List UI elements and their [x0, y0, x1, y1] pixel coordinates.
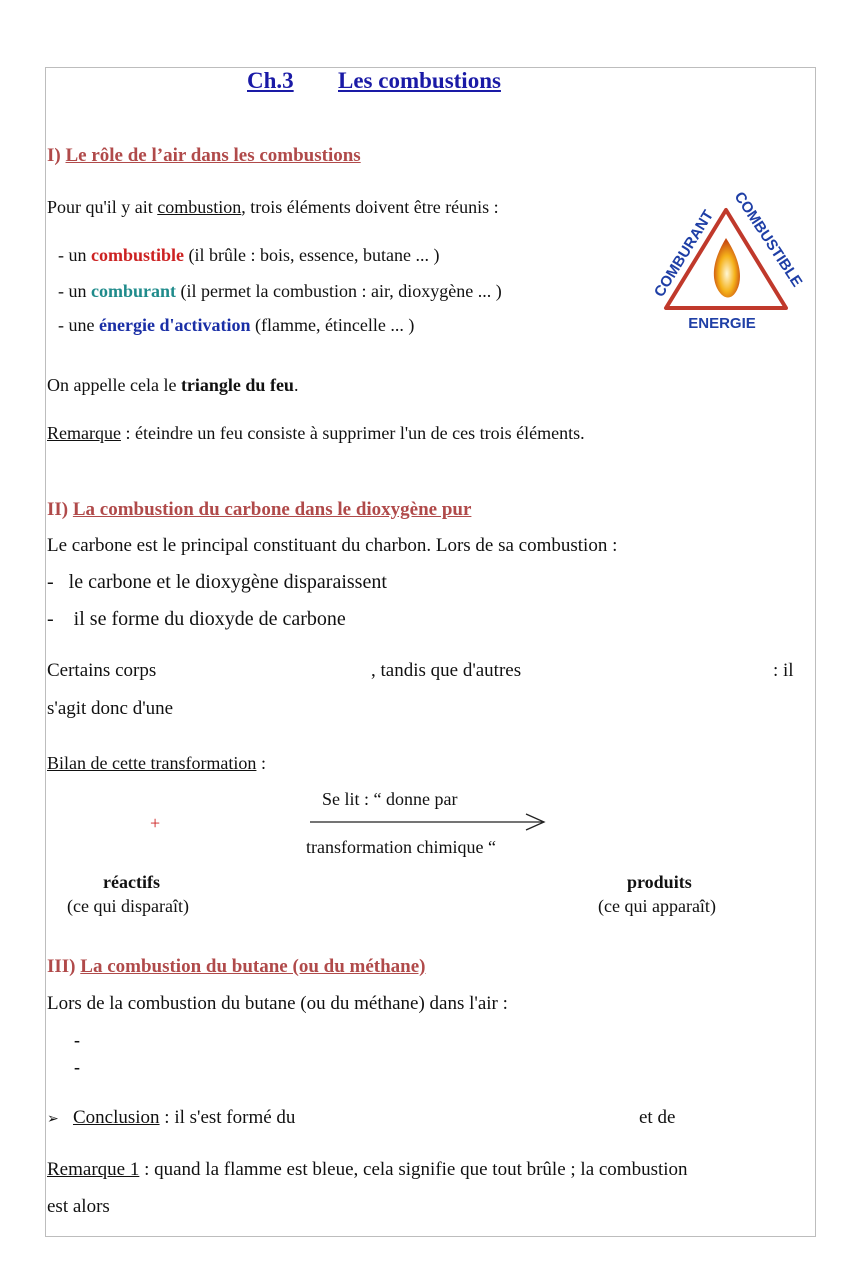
section-1-heading: I) Le rôle de l’air dans les combustions	[47, 145, 361, 166]
triangle-label-comburant: COMBURANT	[650, 207, 718, 301]
plus-sign: +	[150, 813, 161, 833]
section-3-intro: Lors de la combustion du butane (ou du méthane) dans l'air :	[47, 993, 508, 1014]
remark-1-line: Remarque : éteindre un feu consiste à supprimer l'un de ces trois éléments.	[47, 423, 585, 443]
flame-icon	[714, 238, 740, 298]
remark-1-section3: Remarque 1 : quand la flamme est bleue, cela signifie que tout brûle ; la combustion	[47, 1159, 688, 1180]
list-item-comburant: - un comburant (il permet la combustion : air, dioxygène ... )	[58, 281, 502, 301]
bullet-2: - il se forme du dioxyde de carbone	[47, 608, 346, 630]
section-2-heading: II) La combustion du carbone dans le dioxygène pur	[47, 499, 472, 520]
triangle-label-combustible: COMBUSTIBLE	[730, 190, 806, 291]
conclusion-end: et de	[639, 1107, 676, 1128]
list-item-energie: - une énergie d'activation (flamme, étincelle ... )	[58, 315, 415, 335]
produits-label: produits	[627, 872, 692, 892]
section-3-heading: III) La combustion du butane (ou du méthane)	[47, 956, 426, 977]
list-item-combustible: - un combustible (il brûle : bois, essence, butane ... )	[58, 245, 440, 265]
remark-1-line2: est alors	[47, 1196, 110, 1217]
fill-blank-line1-c: : il	[773, 660, 794, 681]
bilan-label: Bilan de cette transformation :	[47, 753, 266, 773]
fire-triangle-diagram	[640, 190, 810, 340]
triangle-sentence: On appelle cela le triangle du feu.	[47, 375, 299, 395]
produits-note: (ce qui apparaît)	[598, 896, 716, 916]
dash-1: -	[74, 1030, 80, 1050]
dash-2: -	[74, 1057, 80, 1077]
bullet-1: - le carbone et le dioxygène disparaissent	[47, 571, 387, 593]
section-1-intro: Pour qu'il y ait combustion, trois éléments doivent être réunis :	[47, 197, 499, 217]
chapter-number: Ch.3	[247, 68, 294, 93]
fill-blank-line2: s'agit donc d'une	[47, 698, 174, 719]
arrow-caption-top: Se lit : “ donne par	[322, 789, 458, 809]
triangle-label-energie: ENERGIE	[688, 315, 756, 332]
fill-blank-line1-b: , tandis que d'autres	[371, 660, 522, 681]
reactifs-label: réactifs	[103, 872, 160, 892]
conclusion-line: ➢ Conclusion : il s'est formé du	[47, 1107, 296, 1128]
fill-blank-line1-a: Certains corps	[47, 660, 157, 681]
reaction-arrow	[310, 812, 550, 832]
arrow-caption-bottom: transformation chimique “	[306, 837, 496, 857]
section-2-intro: Le carbone est le principal constituant du charbon. Lors de sa combustion :	[47, 535, 618, 556]
page-title: Les combustions	[338, 68, 501, 93]
reactifs-note: (ce qui disparaît)	[67, 896, 189, 916]
